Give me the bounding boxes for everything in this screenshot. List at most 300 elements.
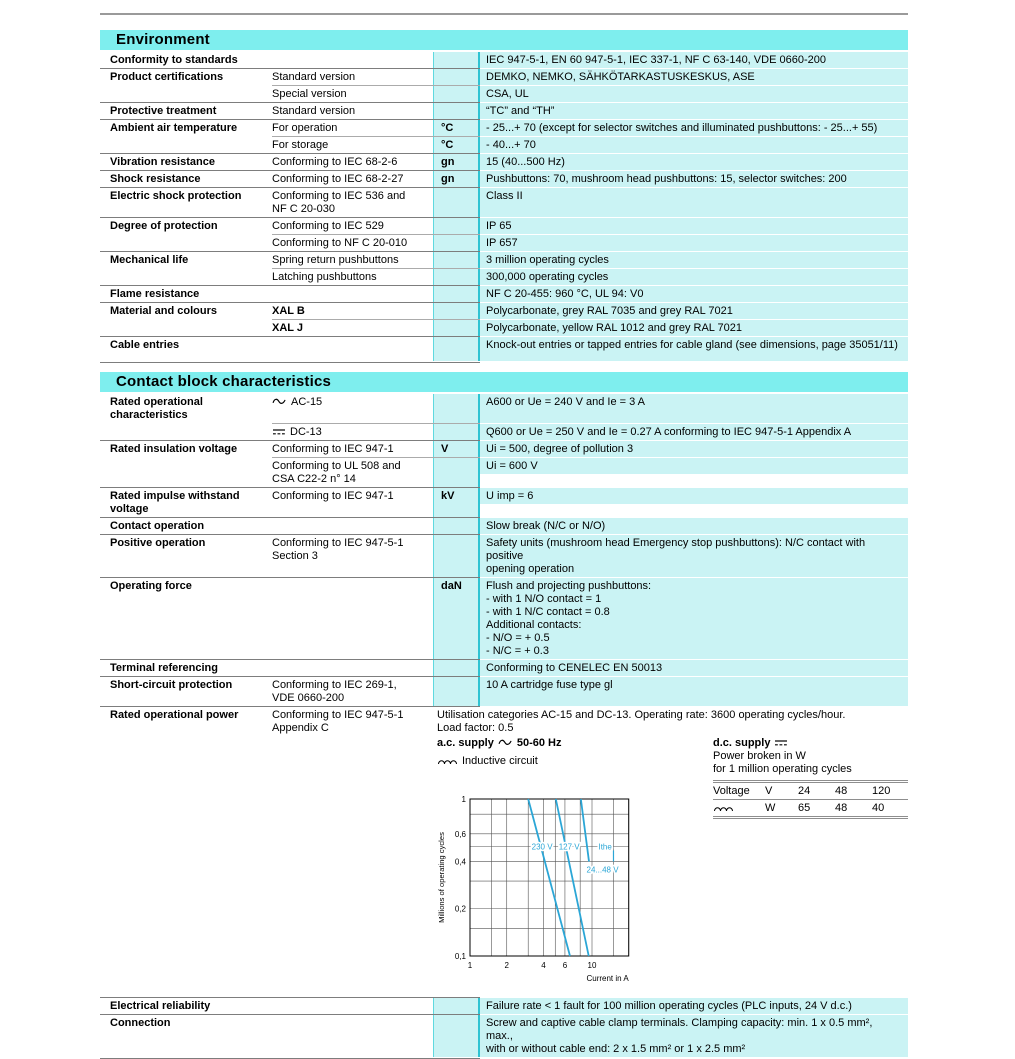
row-condition-text: Appendix C xyxy=(272,722,329,734)
svg-text:2: 2 xyxy=(504,961,509,970)
dc-symbol-icon xyxy=(774,738,788,747)
table-row xyxy=(100,52,908,68)
row-condition-text: Conforming to IEC 269-1, xyxy=(272,679,397,691)
row-value-line: Additional contacts: xyxy=(486,619,582,631)
rated-operational-power-block xyxy=(433,707,908,997)
table-row xyxy=(100,424,908,440)
row-unit-text: °C xyxy=(441,139,454,151)
row-condition-text: Special version xyxy=(272,88,347,100)
row-condition-text: Standard version xyxy=(272,71,356,83)
row-value-line: - with 1 N/O contact = 1 xyxy=(486,593,602,605)
row-unit xyxy=(433,660,480,676)
page-top-rule xyxy=(100,13,908,15)
row-value xyxy=(480,441,908,457)
table-row xyxy=(100,137,908,153)
row-value xyxy=(480,154,908,170)
row-condition-text: Conforming to IEC 529 xyxy=(272,220,384,232)
row-value xyxy=(480,171,908,187)
row-divider xyxy=(100,577,480,578)
row-value-line: IP 657 xyxy=(486,237,518,249)
row-value-line: with or without cable end: 2 x 1.5 mm² or 1 x 2.5 mm² xyxy=(486,1043,746,1055)
row-label xyxy=(100,86,272,102)
row-condition xyxy=(272,154,433,170)
row-label xyxy=(100,518,272,534)
row-value xyxy=(480,1015,908,1057)
row-unit xyxy=(433,235,480,251)
row-divider xyxy=(100,119,480,120)
power-intro-line2: Load factor: 0.5 xyxy=(437,722,514,734)
row-condition-line xyxy=(272,460,429,473)
row-unit xyxy=(433,69,480,85)
table-row xyxy=(100,518,908,534)
row-divider xyxy=(100,517,480,518)
row-condition xyxy=(272,535,433,577)
row-unit xyxy=(433,488,480,517)
row-label xyxy=(100,171,272,187)
row-unit xyxy=(433,441,480,457)
row-value-line: Pushbuttons: 70, mushroom head pushbuttons: 15, selector switches: 200 xyxy=(486,173,847,185)
row-value xyxy=(480,458,908,487)
row-divider xyxy=(100,1014,480,1015)
row-label xyxy=(100,707,272,997)
row-condition xyxy=(272,103,433,119)
row-condition-line xyxy=(272,203,429,216)
contact-block-section xyxy=(100,372,908,1059)
row-condition xyxy=(272,660,433,676)
row-condition-text: AC-15 xyxy=(291,396,323,408)
row-condition-text: Conforming to IEC 68-2-6 xyxy=(272,156,398,168)
row-label-line: Terminal referencing xyxy=(110,662,218,674)
row-label xyxy=(100,188,272,217)
table-row xyxy=(100,269,908,285)
dc-power-line2: for 1 million operating cycles xyxy=(713,763,852,775)
row-condition-line xyxy=(272,322,429,335)
row-label xyxy=(100,137,272,153)
table-row xyxy=(100,69,908,85)
row-condition-line xyxy=(272,237,429,250)
table-row xyxy=(100,998,908,1014)
row-condition-text: For storage xyxy=(272,139,329,151)
row-divider xyxy=(100,285,480,286)
row-value xyxy=(480,578,908,659)
row-label-line: Protective treatment xyxy=(110,105,217,117)
dc-power-table xyxy=(713,780,908,819)
row-value-line: DEMKO, NEMKO, SÄHKÖTARKASTUSKESKUS, ASE xyxy=(486,71,755,83)
row-value-line: CSA, UL xyxy=(486,88,529,100)
dc-symbol-icon xyxy=(272,427,286,436)
table-row xyxy=(100,458,908,487)
row-divider xyxy=(100,706,480,707)
row-value-line: 10 A cartridge fuse type gl xyxy=(486,679,613,691)
row-value-inner xyxy=(480,458,908,474)
row-label-line: Rated operational power xyxy=(110,709,239,721)
row-condition xyxy=(272,998,433,1014)
row-value xyxy=(480,103,908,119)
svg-text:0,4: 0,4 xyxy=(454,857,466,867)
row-divider xyxy=(100,534,480,535)
table-row xyxy=(100,86,908,102)
row-label-line: characteristics xyxy=(110,409,188,421)
table-row xyxy=(100,120,908,136)
row-condition xyxy=(272,424,433,440)
row-value-line: 300,000 operating cycles xyxy=(486,271,609,283)
row-condition xyxy=(272,518,433,534)
dc-table-cell xyxy=(713,802,765,815)
row-unit xyxy=(433,103,480,119)
dc-table-cell: 48 xyxy=(835,802,848,814)
row-label-line: Shock resistance xyxy=(110,173,201,185)
table-row xyxy=(100,320,908,336)
table-row xyxy=(100,441,908,457)
row-value xyxy=(480,69,908,85)
svg-text:1: 1 xyxy=(467,961,473,970)
row-value xyxy=(480,120,908,136)
row-label-line: Ambient air temperature xyxy=(110,122,238,134)
row-value-line: U imp = 6 xyxy=(486,490,534,502)
row-condition xyxy=(272,1015,433,1057)
row-condition-line xyxy=(272,173,429,186)
row-label xyxy=(100,677,272,706)
row-label-line: Mechanical life xyxy=(110,254,189,266)
row-label xyxy=(100,103,272,119)
row-condition-text: For operation xyxy=(272,122,338,134)
row-value-inner xyxy=(480,488,908,504)
row-label xyxy=(100,286,272,302)
row-label xyxy=(100,578,272,659)
chart-y-axis-label: Millions of operating cycles xyxy=(437,832,446,923)
row-label xyxy=(100,337,272,361)
row-value xyxy=(480,488,908,517)
row-value-line: - 40...+ 70 xyxy=(486,139,536,151)
row-condition-line xyxy=(272,473,429,486)
row-condition-text: Conforming to IEC 947-1 xyxy=(272,443,394,455)
row-unit xyxy=(433,120,480,136)
row-condition-line xyxy=(272,305,429,318)
row-value-line: 3 million operating cycles xyxy=(486,254,609,266)
row-divider xyxy=(100,251,480,252)
dc-power-line1: Power broken in W xyxy=(713,750,806,762)
row-condition xyxy=(272,488,433,517)
cycles-vs-current-chart xyxy=(435,791,647,997)
dc-table-row xyxy=(713,800,908,816)
row-condition-text: Conforming to IEC 947-1 xyxy=(272,490,394,502)
row-condition-text: Conforming to NF C 20-010 xyxy=(272,237,408,249)
table-row xyxy=(100,171,908,187)
row-divider xyxy=(272,234,480,235)
row-value-line: - N/C = + 0.3 xyxy=(486,645,549,657)
row-label-line: Electrical reliability xyxy=(110,1000,211,1012)
row-value-line: Flush and projecting pushbuttons: xyxy=(486,580,652,592)
row-label-line: Rated operational xyxy=(110,396,203,408)
svg-text:4: 4 xyxy=(541,961,546,970)
row-value-line: - 25...+ 70 (except for selector switches and illuminated pushbuttons: - 25...+ 55) xyxy=(486,122,878,134)
row-value xyxy=(480,286,908,302)
row-unit-text: gn xyxy=(441,156,455,168)
row-condition-text: Latching pushbuttons xyxy=(272,271,377,283)
row-condition-text: XAL J xyxy=(272,322,303,334)
dc-supply-text: d.c. supply xyxy=(713,737,771,749)
row-condition xyxy=(272,707,433,997)
row-value xyxy=(480,86,908,102)
row-label xyxy=(100,235,272,251)
row-condition-line xyxy=(272,156,429,169)
row-unit xyxy=(433,218,480,234)
table-row xyxy=(100,394,908,423)
row-condition-line xyxy=(272,537,429,550)
row-condition-line xyxy=(272,190,429,203)
ac-supply-text: a.c. supply xyxy=(437,737,494,749)
row-condition-line xyxy=(272,396,429,409)
dc-table-cell: V xyxy=(765,785,773,797)
row-condition xyxy=(272,188,433,217)
row-value-line: - with 1 N/C contact = 0.8 xyxy=(486,606,610,618)
row-condition-line xyxy=(272,254,429,267)
svg-text:0,6: 0,6 xyxy=(454,829,466,839)
environment-section-header: Environment xyxy=(100,30,908,50)
row-value-line: Screw and captive cable clamp terminals. Clamping capacity: min. 1 x 0.5 mm², max., xyxy=(486,1017,873,1042)
row-value xyxy=(480,52,908,68)
row-condition xyxy=(272,218,433,234)
row-label-line: Cable entries xyxy=(110,339,180,351)
power-intro-line1: Utilisation categories AC-15 and DC-13. Operating rate: 3600 operating cycles/hour. xyxy=(437,709,846,721)
row-divider xyxy=(100,487,480,488)
row-unit xyxy=(433,578,480,659)
contact-block-section-header: Contact block characteristics xyxy=(100,372,908,392)
row-value-line: Slow break (N/C or N/O) xyxy=(486,520,606,532)
row-value xyxy=(480,424,908,440)
row-condition xyxy=(272,677,433,706)
row-divider xyxy=(272,319,480,320)
row-condition-line xyxy=(272,105,429,118)
row-divider xyxy=(272,423,480,424)
dc-table-cell: W xyxy=(765,802,776,814)
row-unit xyxy=(433,677,480,706)
row-condition xyxy=(272,69,433,85)
row-condition-line xyxy=(272,220,429,233)
svg-text:6: 6 xyxy=(562,961,568,970)
row-condition-text: CSA C22-2 n° 14 xyxy=(272,473,356,485)
table-row xyxy=(100,218,908,234)
row-value xyxy=(480,235,908,251)
row-unit xyxy=(433,252,480,268)
table-row xyxy=(100,303,908,319)
dc-table-cell: 24 xyxy=(798,785,811,797)
environment-table xyxy=(100,52,908,363)
row-divider xyxy=(100,170,480,171)
row-label-line: voltage xyxy=(110,503,149,515)
row-value-line: Class II xyxy=(486,190,523,202)
row-divider xyxy=(100,659,480,660)
row-divider xyxy=(272,457,480,458)
row-divider xyxy=(100,997,480,998)
table-row xyxy=(100,535,908,577)
table-row xyxy=(100,677,908,706)
row-divider xyxy=(100,302,480,303)
row-value-line: IP 65 xyxy=(486,220,512,232)
row-condition-text: VDE 0660-200 xyxy=(272,692,345,704)
page-content xyxy=(100,30,908,1059)
dc-table-row xyxy=(713,783,908,799)
row-label-line: Vibration resistance xyxy=(110,156,215,168)
row-label xyxy=(100,535,272,577)
row-condition xyxy=(272,171,433,187)
ac-supply-freq: 50-60 Hz xyxy=(516,737,562,749)
row-label-line: Conformity to standards xyxy=(110,54,238,66)
row-label-line: Material and colours xyxy=(110,305,217,317)
table-row xyxy=(100,1015,908,1057)
row-condition xyxy=(272,286,433,302)
row-unit xyxy=(433,154,480,170)
row-unit xyxy=(433,188,480,217)
row-label xyxy=(100,52,272,68)
row-value-line: Failure rate < 1 fault for 100 million operating cycles (PLC inputs, 24 V d.c.) xyxy=(486,1000,852,1012)
row-value xyxy=(480,188,908,217)
dc-table-cell: 65 xyxy=(798,802,811,814)
table-row xyxy=(100,660,908,676)
inductive-circuit-label xyxy=(437,755,538,768)
dc-table-cell: Voltage xyxy=(713,785,750,797)
chart-series-label: 127 V xyxy=(558,842,580,852)
row-value xyxy=(480,252,908,268)
row-value-line: Safety units (mushroom head Emergency stop pushbuttons): N/C contact with positive xyxy=(486,537,866,562)
table-row xyxy=(100,154,908,170)
row-unit xyxy=(433,998,480,1014)
chart-series-label: Ithe xyxy=(598,842,612,852)
svg-text:10: 10 xyxy=(587,961,597,970)
row-value-line: “TC” and “TH” xyxy=(486,105,555,117)
row-value-line: NF C 20-455: 960 °C, UL 94: V0 xyxy=(486,288,644,300)
dc-table-cell: 120 xyxy=(872,785,891,797)
row-label xyxy=(100,488,272,517)
row-unit-text: V xyxy=(441,443,449,455)
row-condition-line xyxy=(272,679,429,692)
row-condition-line xyxy=(272,722,429,735)
row-value xyxy=(480,394,908,423)
table-row xyxy=(100,252,908,268)
ac-supply-title xyxy=(437,737,562,750)
row-unit-text: daN xyxy=(441,580,462,592)
row-value xyxy=(480,320,908,336)
row-condition-text: Conforming to UL 508 and xyxy=(272,460,401,472)
row-condition-line xyxy=(272,709,429,722)
row-unit-text: kV xyxy=(441,490,455,502)
row-condition-text: XAL B xyxy=(272,305,305,317)
row-condition-text: Conforming to IEC 68-2-27 xyxy=(272,173,404,185)
row-value-line: Knock-out entries or tapped entries for cable gland (see dimensions, page 35051/11) xyxy=(486,339,898,351)
row-label-line: Degree of protection xyxy=(110,220,218,232)
row-unit-text: °C xyxy=(441,122,454,134)
row-unit xyxy=(433,286,480,302)
row-condition-line xyxy=(272,122,429,135)
table-row xyxy=(100,337,908,361)
chart-series-label: 230 V xyxy=(531,842,553,852)
row-condition-text: Standard version xyxy=(272,105,356,117)
row-condition xyxy=(272,458,433,487)
row-value-line: Conforming to CENELEC EN 50013 xyxy=(486,662,663,674)
row-condition xyxy=(272,137,433,153)
row-label xyxy=(100,660,272,676)
row-condition-text: Spring return pushbuttons xyxy=(272,254,399,266)
row-label xyxy=(100,252,272,268)
dc-supply-block xyxy=(713,737,908,819)
row-label xyxy=(100,120,272,136)
row-value-line: Q600 or Ue = 250 V and Ie = 0.27 A conforming to IEC 947-5-1 Appendix A xyxy=(486,426,852,438)
row-unit-text: gn xyxy=(441,173,455,185)
row-condition xyxy=(272,252,433,268)
row-condition-line xyxy=(272,550,429,563)
dc-table-cell: 48 xyxy=(835,785,848,797)
row-divider xyxy=(272,268,480,269)
row-unit xyxy=(433,137,480,153)
row-condition xyxy=(272,320,433,336)
row-label xyxy=(100,1015,272,1057)
row-value xyxy=(480,677,908,706)
row-unit xyxy=(433,320,480,336)
row-label-line: Flame resistance xyxy=(110,288,200,300)
row-unit xyxy=(433,269,480,285)
row-value-line: Ui = 500, degree of pollution 3 xyxy=(486,443,634,455)
chart-svg xyxy=(435,791,647,993)
svg-text:0,2: 0,2 xyxy=(454,904,466,914)
row-condition-line xyxy=(272,71,429,84)
inductor-coil-icon xyxy=(713,804,734,812)
row-label xyxy=(100,424,272,440)
row-label-line: Electric shock protection xyxy=(110,190,242,202)
row-value-line: A600 or Ue = 240 V and Ie = 3 A xyxy=(486,396,646,408)
row-value xyxy=(480,518,908,534)
svg-text:0,1: 0,1 xyxy=(454,952,466,961)
row-condition-line xyxy=(272,426,429,439)
row-unit xyxy=(433,458,480,487)
row-value-line: IEC 947-5-1, EN 60 947-5-1, IEC 337-1, NF C 63-140, VDE 0660-200 xyxy=(486,54,826,66)
chart-series-label: 24...48 V xyxy=(586,865,619,875)
row-value xyxy=(480,337,908,361)
table-row xyxy=(100,103,908,119)
row-unit xyxy=(433,337,480,361)
row-unit xyxy=(433,394,480,423)
row-condition xyxy=(272,303,433,319)
row-label xyxy=(100,458,272,487)
row-divider xyxy=(100,676,480,677)
row-divider xyxy=(100,187,480,188)
sine-wave-icon xyxy=(498,738,513,747)
row-condition xyxy=(272,578,433,659)
row-label-line: Rated insulation voltage xyxy=(110,443,238,455)
row-label xyxy=(100,303,272,319)
table-row xyxy=(100,488,908,517)
row-label xyxy=(100,320,272,336)
row-unit xyxy=(433,52,480,68)
table-row xyxy=(100,578,908,659)
row-value xyxy=(480,303,908,319)
row-divider xyxy=(100,68,480,69)
table-row xyxy=(100,707,908,997)
row-divider xyxy=(100,102,480,103)
row-label-line: Connection xyxy=(110,1017,171,1029)
svg-text:1: 1 xyxy=(461,795,466,804)
row-condition xyxy=(272,120,433,136)
row-label xyxy=(100,394,272,423)
row-condition xyxy=(272,394,433,423)
row-condition-line xyxy=(272,271,429,284)
row-value xyxy=(480,535,908,577)
row-condition-text: NF C 20-030 xyxy=(272,203,335,215)
row-condition-text: DC-13 xyxy=(290,426,322,438)
row-label xyxy=(100,269,272,285)
row-divider xyxy=(100,153,480,154)
row-value-line: Polycarbonate, yellow RAL 1012 and grey RAL 7021 xyxy=(486,322,743,334)
row-value-line: Ui = 600 V xyxy=(486,460,538,472)
